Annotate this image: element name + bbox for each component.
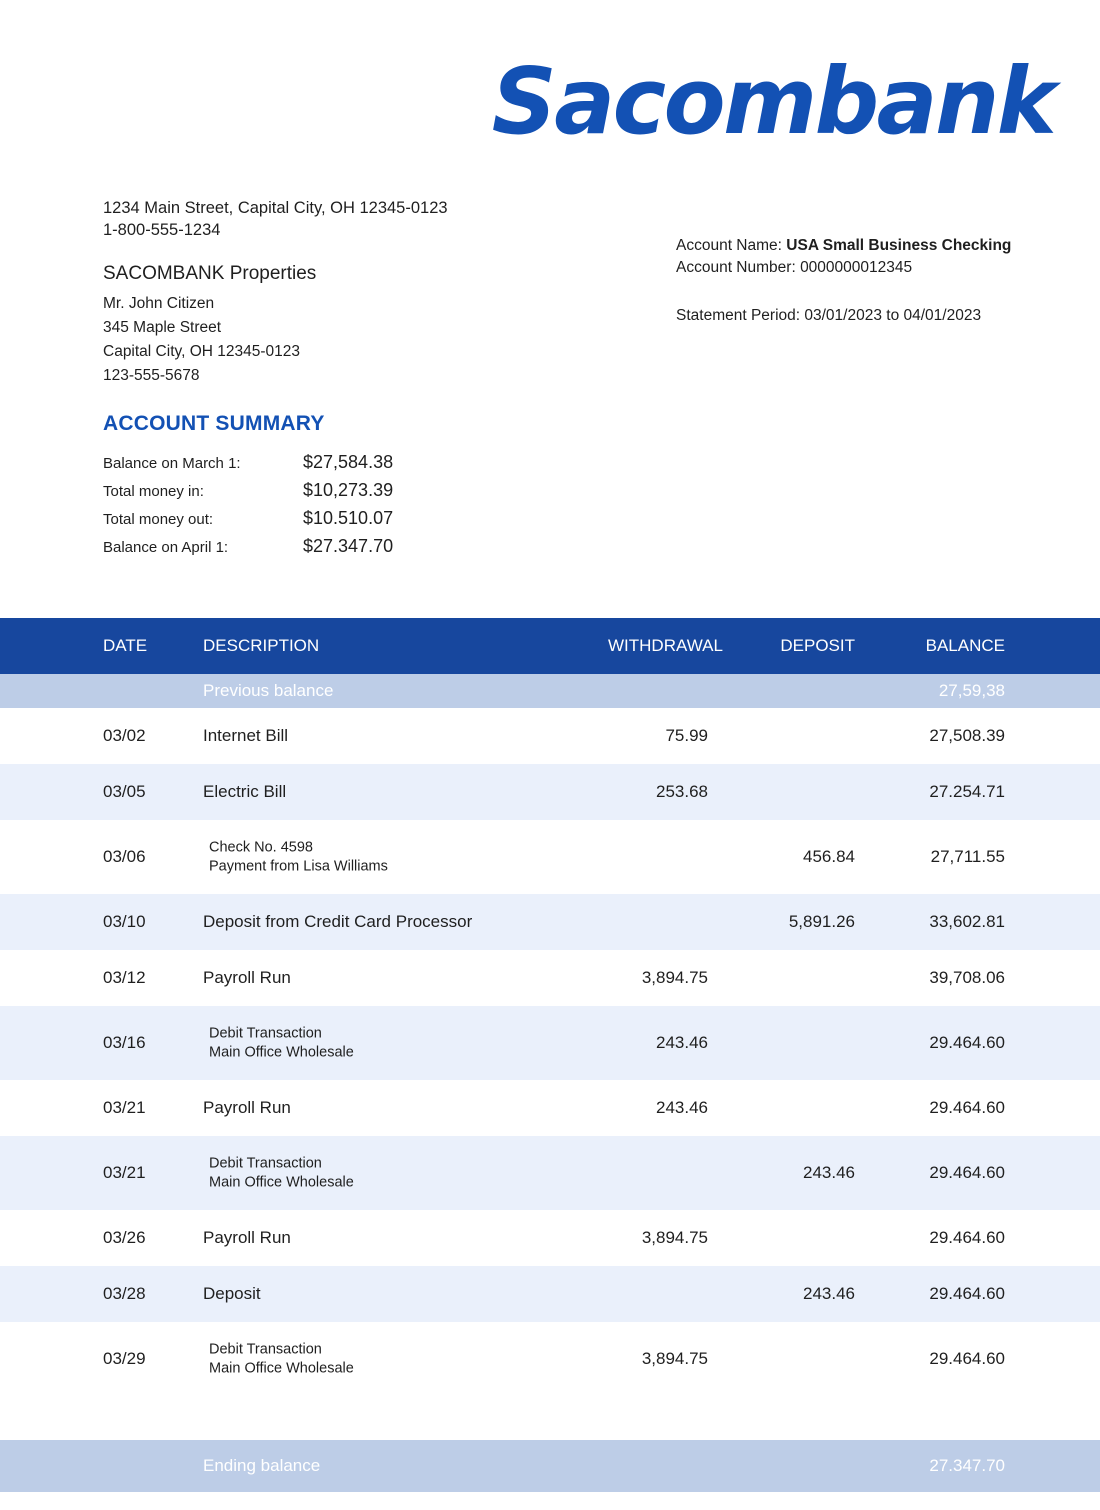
customer-company: SACOMBANK Properties xyxy=(103,263,317,284)
cell-withdrawal: 3,894.75 xyxy=(641,1349,708,1368)
cell-withdrawal: 75.99 xyxy=(665,726,708,745)
account-summary xyxy=(103,412,393,564)
summary-row xyxy=(103,536,393,564)
column-header-deposit: DEPOSIT xyxy=(780,636,855,655)
bank-address-line1: 1234 Main Street, Capital City, OH 12345-0123 xyxy=(103,199,448,217)
account-name-value: USA Small Business Checking xyxy=(786,237,1012,254)
summary-label: Balance on April 1: xyxy=(103,539,229,556)
cell-date: 03/29 xyxy=(103,1349,146,1368)
column-header-date: DATE xyxy=(103,636,148,655)
summary-value: $27.347.70 xyxy=(303,536,394,556)
cell-withdrawal: 253.68 xyxy=(656,782,708,801)
cell-balance: 27,711.55 xyxy=(930,847,1005,866)
cell-description: Deposit xyxy=(203,1284,261,1303)
account-summary-title: ACCOUNT SUMMARY xyxy=(103,412,325,435)
statement-period: Statement Period: 03/01/2023 to 04/01/2023 xyxy=(676,306,982,324)
cell-description: Internet Bill xyxy=(203,726,289,745)
cell-balance: 39,708.06 xyxy=(929,968,1005,987)
cell-balance: 27.254.71 xyxy=(929,782,1005,801)
table-row xyxy=(0,820,1100,894)
account-name-row xyxy=(676,235,1011,257)
transaction-rows xyxy=(0,708,1100,1396)
cell-description: Deposit from Credit Card Processor xyxy=(203,912,473,931)
cell-balance: 29.464.60 xyxy=(929,1098,1005,1117)
bank-logo-text: Sacombank xyxy=(491,48,1055,155)
summary-row xyxy=(103,452,393,480)
account-summary-rows xyxy=(103,452,393,564)
table-row xyxy=(0,764,1100,820)
table-row xyxy=(0,1322,1100,1396)
ending-balance-row xyxy=(0,1440,1100,1492)
cell-description: Payroll Run xyxy=(203,1228,291,1247)
customer-street: 345 Maple Street xyxy=(103,319,222,337)
account-info-block xyxy=(676,235,1011,327)
previous-balance-label: Previous balance xyxy=(203,681,334,700)
cell-date: 03/02 xyxy=(103,726,146,745)
column-header-description: DESCRIPTION xyxy=(203,636,320,655)
cell-withdrawal: 243.46 xyxy=(656,1098,708,1117)
summary-label: Total money in: xyxy=(103,483,204,500)
customer-city-state-zip: Capital City, OH 12345-0123 xyxy=(103,343,301,361)
customer-phone: 123-555-5678 xyxy=(103,367,200,385)
previous-balance-row xyxy=(0,674,1100,708)
column-header-balance: BALANCE xyxy=(925,636,1005,655)
cell-date: 03/26 xyxy=(103,1228,146,1247)
table-row xyxy=(0,708,1100,764)
cell-description: Electric Bill xyxy=(203,782,287,801)
summary-label: Balance on March 1: xyxy=(103,455,241,472)
cell-description: Payroll Run xyxy=(203,1098,291,1117)
cell-description-line2: Main Office Wholesale xyxy=(209,1174,354,1190)
cell-deposit: 456.84 xyxy=(803,847,855,866)
table-row xyxy=(0,1266,1100,1322)
cell-balance: 29.464.60 xyxy=(929,1033,1005,1052)
cell-deposit: 243.46 xyxy=(803,1284,855,1303)
cell-description xyxy=(209,1024,354,1061)
cell-description-line1: Check No. 4598 xyxy=(209,839,313,856)
cell-description xyxy=(209,1154,354,1191)
summary-value: $10,273.39 xyxy=(303,480,394,500)
cell-balance: 27,508.39 xyxy=(929,726,1005,745)
summary-value: $10.510.07 xyxy=(303,508,394,528)
cell-description-line1: Debit Transaction xyxy=(209,1025,322,1042)
account-number-value: 0000000012345 xyxy=(800,259,913,277)
bank-address xyxy=(103,198,448,242)
cell-description-line1: Debit Transaction xyxy=(209,1341,322,1358)
table-header-row xyxy=(0,618,1100,674)
account-name-label: Account Name: xyxy=(676,237,782,254)
account-number-row xyxy=(676,257,1011,279)
bank-address-phone: 1-800-555-1234 xyxy=(103,220,221,239)
table-row xyxy=(0,1210,1100,1266)
cell-deposit: 5,891.26 xyxy=(788,912,855,931)
cell-balance: 29.464.60 xyxy=(929,1284,1005,1303)
cell-description-line2: Main Office Wholesale xyxy=(209,1044,354,1060)
cell-balance: 29.464.60 xyxy=(929,1163,1005,1182)
summary-value: $27,584.38 xyxy=(303,452,394,472)
cell-description: Payroll Run xyxy=(203,968,291,987)
cell-balance: 29.464.60 xyxy=(929,1228,1005,1247)
cell-description xyxy=(209,1340,354,1377)
cell-description xyxy=(209,838,388,875)
customer-name: Mr. John Citizen xyxy=(103,295,215,313)
cell-date: 03/12 xyxy=(103,968,146,987)
ending-balance-value: 27.347.70 xyxy=(929,1456,1005,1475)
column-header-withdrawal: WITHDRAWAL xyxy=(608,636,723,655)
transactions-table xyxy=(0,618,1100,1492)
table-spacer xyxy=(0,1396,1100,1440)
cell-date: 03/21 xyxy=(103,1098,146,1117)
cell-withdrawal: 3,894.75 xyxy=(641,968,708,987)
cell-date: 03/28 xyxy=(103,1284,146,1303)
cell-balance: 29.464.60 xyxy=(929,1349,1005,1368)
table-row xyxy=(0,950,1100,1006)
customer-address-block xyxy=(103,259,316,389)
cell-description-line1: Debit Transaction xyxy=(209,1155,322,1172)
table-row xyxy=(0,1136,1100,1210)
cell-deposit: 243.46 xyxy=(803,1163,855,1182)
summary-row xyxy=(103,508,393,536)
ending-balance-label: Ending balance xyxy=(203,1456,321,1475)
cell-balance: 33,602.81 xyxy=(929,912,1005,931)
cell-description-line2: Main Office Wholesale xyxy=(209,1360,354,1376)
cell-date: 03/05 xyxy=(103,782,146,801)
cell-description-line2: Payment from Lisa Williams xyxy=(209,858,388,874)
bank-logo xyxy=(0,48,1060,155)
summary-label: Total money out: xyxy=(103,511,214,528)
table-row xyxy=(0,1006,1100,1080)
cell-date: 03/10 xyxy=(103,912,146,931)
cell-withdrawal: 243.46 xyxy=(656,1033,708,1052)
account-number-label: Account Number: xyxy=(676,259,796,277)
table-row xyxy=(0,1080,1100,1136)
summary-row xyxy=(103,480,393,508)
cell-date: 03/16 xyxy=(103,1033,146,1052)
cell-date: 03/21 xyxy=(103,1163,146,1182)
cell-withdrawal: 3,894.75 xyxy=(641,1228,708,1247)
cell-date: 03/06 xyxy=(103,847,146,866)
previous-balance-value: 27,59,38 xyxy=(938,681,1005,700)
table-row xyxy=(0,894,1100,950)
